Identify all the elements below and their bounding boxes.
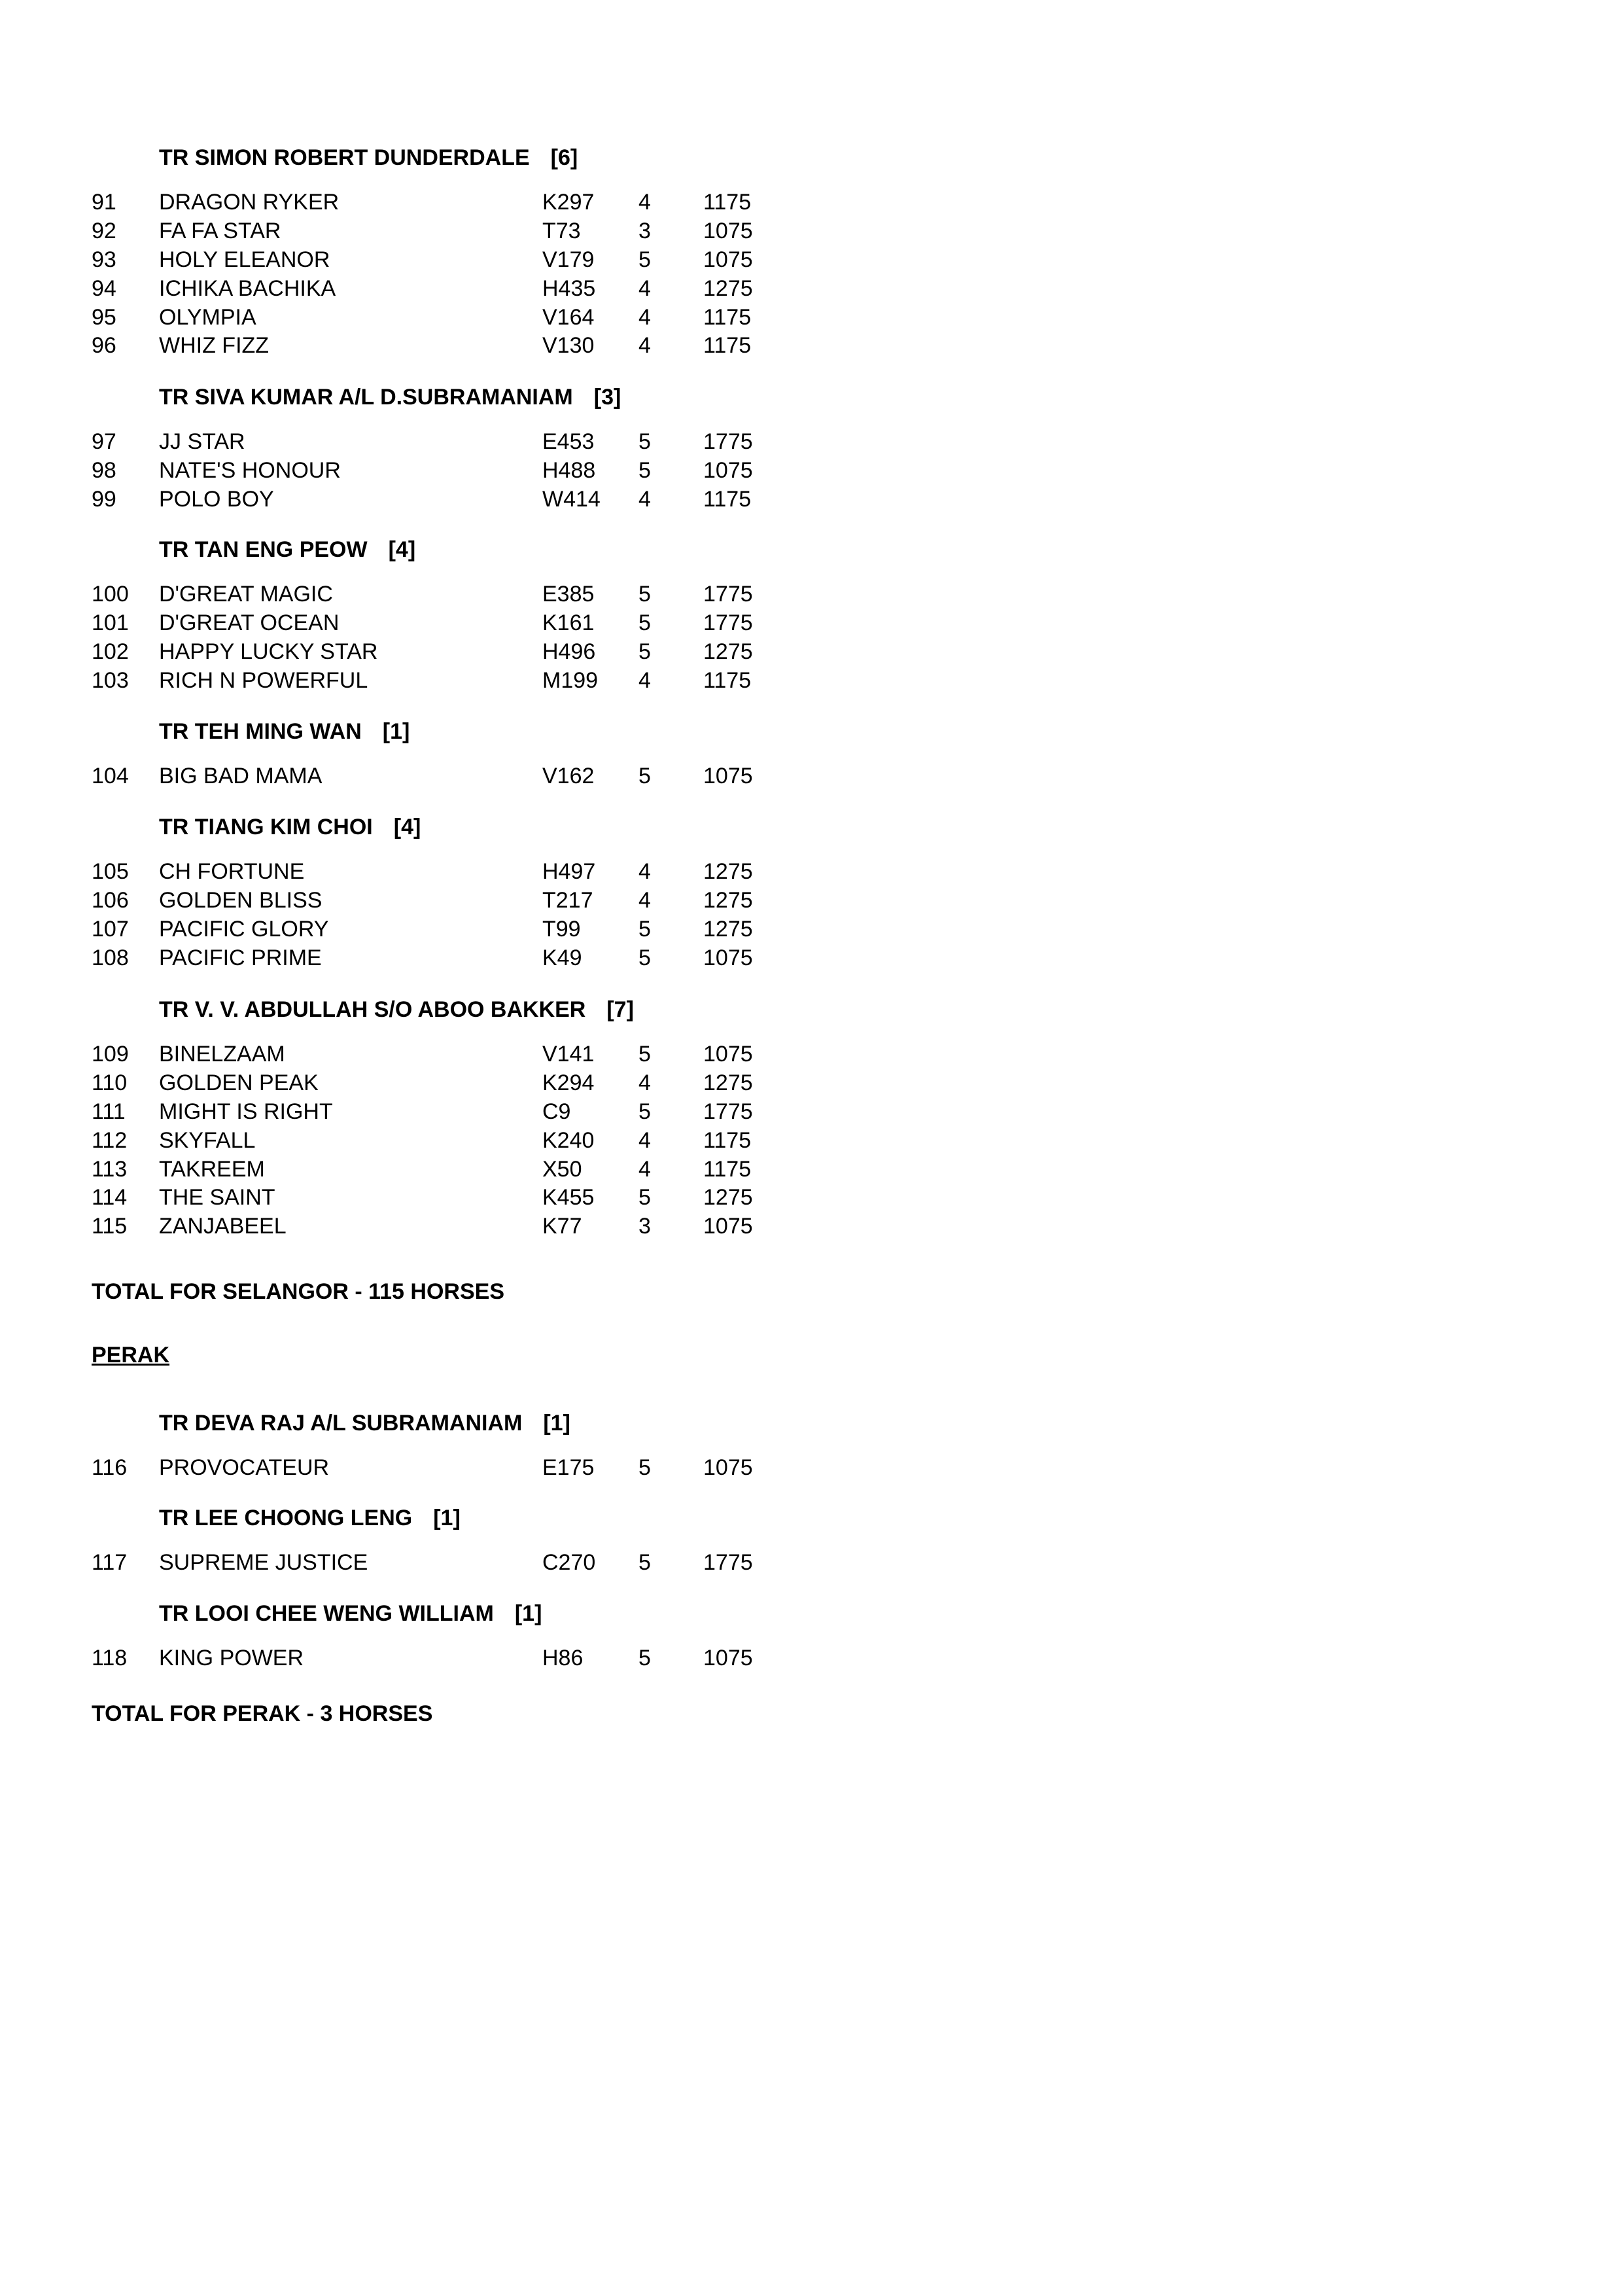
horse-code: W414 — [542, 486, 601, 512]
horse-code: E175 — [542, 1455, 595, 1480]
trainer-heading — [0, 1411, 916, 1439]
horse-list — [0, 1042, 916, 1243]
horse-number: 102 — [92, 639, 129, 664]
horse-list — [0, 764, 916, 792]
horse-code: H86 — [542, 1646, 584, 1670]
horse-number: 109 — [92, 1042, 129, 1067]
horse-count: [7] — [606, 997, 634, 1022]
horse-code: V164 — [542, 304, 595, 330]
horse-age: 4 — [638, 887, 651, 913]
horse-row — [0, 1185, 916, 1214]
horse-number: 111 — [92, 1099, 126, 1124]
horse-row — [0, 333, 916, 362]
horse-count: [4] — [388, 537, 416, 562]
horse-row — [0, 945, 916, 974]
trainer-group — [0, 1411, 916, 1484]
horse-name: DRAGON RYKER — [159, 190, 340, 215]
trainer-name: TR DEVA RAJ A/L SUBRAMANIAM — [159, 1411, 523, 1436]
horse-row — [0, 610, 916, 639]
horse-age: 5 — [638, 916, 651, 942]
horse-number: 101 — [92, 610, 129, 635]
horse-number: 98 — [92, 457, 116, 483]
horse-list — [0, 1550, 916, 1579]
horse-name: FA FA STAR — [159, 218, 281, 243]
trainer-group — [0, 385, 916, 516]
trainer-group — [0, 537, 916, 697]
horse-row — [0, 1099, 916, 1128]
horse-number: 103 — [92, 667, 129, 693]
horse-list — [0, 859, 916, 974]
horse-age: 4 — [638, 333, 651, 359]
horse-number: 94 — [92, 275, 116, 301]
horse-name: NATE'S HONOUR — [159, 457, 341, 483]
horse-code: H435 — [542, 275, 596, 301]
horse-list — [0, 429, 916, 516]
horse-rating: 1175 — [703, 190, 752, 215]
horse-row — [0, 458, 916, 487]
horse-rating: 1075 — [703, 945, 753, 970]
horse-name: HAPPY LUCKY STAR — [159, 639, 378, 664]
horse-row — [0, 888, 916, 917]
horse-number: 104 — [92, 764, 129, 788]
horse-row — [0, 668, 916, 697]
horse-number: 99 — [92, 486, 116, 512]
trainer-heading — [0, 145, 916, 174]
horse-number: 97 — [92, 429, 116, 454]
horse-code: C270 — [542, 1550, 596, 1575]
horse-age: 4 — [638, 667, 651, 693]
horse-code: K297 — [542, 190, 595, 215]
trainer-name: TR V. V. ABDULLAH S/O ABOO BAKKER — [159, 997, 586, 1022]
horse-name: POLO BOY — [159, 486, 274, 512]
trainer-heading — [0, 537, 916, 566]
horse-row — [0, 639, 916, 668]
horse-count: [1] — [543, 1411, 570, 1436]
trainer-group — [0, 815, 916, 974]
horse-row — [0, 190, 916, 219]
trainer-heading — [0, 1601, 916, 1630]
trainer-heading — [0, 997, 916, 1026]
horse-number: 115 — [92, 1214, 128, 1239]
horse-number: 105 — [92, 859, 129, 884]
horse-row — [0, 487, 916, 516]
trainer-name: TR TIANG KIM CHOI — [159, 815, 373, 839]
horse-code: K240 — [542, 1127, 595, 1153]
horse-name: GOLDEN PEAK — [159, 1070, 319, 1095]
horse-number: 100 — [92, 582, 129, 607]
horse-code: K294 — [542, 1070, 595, 1095]
total-selangor: TOTAL FOR SELANGOR - 115 HORSES — [92, 1279, 504, 1304]
horse-name: RICH N POWERFUL — [159, 667, 368, 693]
horse-rating: 1075 — [703, 764, 753, 788]
horse-name: CH FORTUNE — [159, 859, 305, 884]
horse-number: 118 — [92, 1646, 128, 1670]
horse-name: SKYFALL — [159, 1127, 256, 1153]
trainer-group — [0, 1601, 916, 1674]
trainer-name: TR TAN ENG PEOW — [159, 537, 368, 562]
horse-row — [0, 1042, 916, 1070]
horse-name: JJ STAR — [159, 429, 245, 454]
horse-code: E385 — [542, 582, 595, 607]
horse-number: 110 — [92, 1070, 128, 1095]
horse-row — [0, 859, 916, 888]
horse-number: 95 — [92, 304, 116, 330]
horse-number: 116 — [92, 1455, 128, 1480]
horse-rating: 1275 — [703, 916, 753, 942]
horse-row — [0, 305, 916, 334]
horse-age: 4 — [638, 190, 651, 215]
horse-name: SUPREME JUSTICE — [159, 1550, 368, 1575]
horse-age: 4 — [638, 859, 651, 884]
horse-rating: 1075 — [703, 218, 753, 243]
horse-name: PROVOCATEUR — [159, 1455, 330, 1480]
trainer-group — [0, 997, 916, 1243]
horse-name: THE SAINT — [159, 1185, 275, 1210]
horse-age: 5 — [638, 764, 651, 788]
horse-number: 114 — [92, 1185, 128, 1210]
horse-name: ZANJABEEL — [159, 1214, 287, 1239]
horse-age: 5 — [638, 247, 651, 272]
horse-age: 4 — [638, 304, 651, 330]
horse-count: [1] — [433, 1506, 461, 1530]
trainer-heading — [0, 385, 916, 414]
horse-rating: 1175 — [703, 304, 752, 330]
trainer-heading — [0, 719, 916, 748]
horse-code: T99 — [542, 916, 581, 942]
horse-name: D'GREAT OCEAN — [159, 610, 340, 635]
horse-rating: 1175 — [703, 333, 752, 359]
horse-age: 4 — [638, 1156, 651, 1182]
horse-row — [0, 1214, 916, 1243]
horse-name: PACIFIC PRIME — [159, 945, 322, 970]
horse-list — [0, 1646, 916, 1674]
horse-name: TAKREEM — [159, 1156, 265, 1182]
horse-code: X50 — [542, 1156, 582, 1182]
horse-name: MIGHT IS RIGHT — [159, 1099, 333, 1124]
horse-name: KING POWER — [159, 1646, 304, 1670]
horse-rating: 1275 — [703, 1185, 753, 1210]
horse-code: T73 — [542, 218, 581, 243]
horse-age: 5 — [638, 639, 651, 664]
horse-count: [1] — [382, 719, 410, 744]
horse-number: 106 — [92, 887, 129, 913]
horse-age: 4 — [638, 275, 651, 301]
horse-row — [0, 1646, 916, 1674]
horse-age: 3 — [638, 1214, 651, 1239]
horse-count: [3] — [593, 385, 621, 410]
horse-number: 113 — [92, 1156, 128, 1182]
horse-number: 108 — [92, 945, 129, 970]
horse-age: 5 — [638, 429, 651, 454]
horse-number: 96 — [92, 333, 116, 359]
horse-rating: 1075 — [703, 1214, 753, 1239]
horse-number: 117 — [92, 1550, 128, 1575]
horse-list — [0, 190, 916, 362]
horse-rating: 1775 — [703, 582, 753, 607]
horse-code: H488 — [542, 457, 596, 483]
horse-row — [0, 247, 916, 276]
horse-code: K49 — [542, 945, 582, 970]
trainer-name: TR TEH MING WAN — [159, 719, 362, 744]
horse-list — [0, 1455, 916, 1484]
horse-row — [0, 1550, 916, 1579]
horse-age: 5 — [638, 1550, 651, 1575]
horse-age: 5 — [638, 1646, 651, 1670]
horse-rating: 1275 — [703, 1070, 753, 1095]
horse-name: BIG BAD MAMA — [159, 764, 323, 788]
horse-row — [0, 276, 916, 305]
horse-rating: 1075 — [703, 247, 753, 272]
trainer-name: TR SIVA KUMAR A/L D.SUBRAMANIAM — [159, 385, 573, 410]
trainer-group — [0, 719, 916, 792]
horse-code: V179 — [542, 247, 595, 272]
horse-rating: 1275 — [703, 639, 753, 664]
horse-age: 4 — [638, 1127, 651, 1153]
horse-name: ICHIKA BACHIKA — [159, 275, 336, 301]
horse-row — [0, 1070, 916, 1099]
horse-code: V141 — [542, 1042, 595, 1067]
horse-rating: 1175 — [703, 1127, 752, 1153]
horse-number: 112 — [92, 1127, 128, 1153]
horse-code: H496 — [542, 639, 596, 664]
horse-rating: 1075 — [703, 457, 753, 483]
horse-rating: 1775 — [703, 429, 753, 454]
horse-code: K455 — [542, 1185, 595, 1210]
horse-rating: 1175 — [703, 486, 752, 512]
horse-age: 5 — [638, 1042, 651, 1067]
horse-code: K77 — [542, 1214, 582, 1239]
trainer-name: TR LEE CHOONG LENG — [159, 1506, 413, 1530]
horse-name: GOLDEN BLISS — [159, 887, 323, 913]
horse-age: 5 — [638, 582, 651, 607]
trainer-group — [0, 1506, 916, 1579]
horse-code: K161 — [542, 610, 595, 635]
horse-code: H497 — [542, 859, 596, 884]
horse-list — [0, 582, 916, 697]
horse-count: [1] — [514, 1601, 542, 1626]
horse-rating: 1075 — [703, 1042, 753, 1067]
horse-row — [0, 582, 916, 610]
horse-count: [6] — [550, 145, 578, 170]
horse-rating: 1775 — [703, 1550, 753, 1575]
horse-number: 107 — [92, 916, 129, 942]
trainer-name: TR LOOI CHEE WENG WILLIAM — [159, 1601, 494, 1626]
horse-row — [0, 917, 916, 945]
horse-rating: 1175 — [703, 1156, 752, 1182]
region-heading-perak: PERAK — [92, 1343, 170, 1368]
horse-row — [0, 429, 916, 458]
horse-age: 5 — [638, 945, 651, 970]
horse-rating: 1075 — [703, 1455, 753, 1480]
horse-rating: 1175 — [703, 667, 752, 693]
horse-code: V162 — [542, 764, 595, 788]
horse-code: E453 — [542, 429, 595, 454]
horse-row — [0, 1157, 916, 1186]
horse-age: 5 — [638, 1099, 651, 1124]
horse-age: 5 — [638, 610, 651, 635]
horse-name: HOLY ELEANOR — [159, 247, 330, 272]
horse-code: C9 — [542, 1099, 571, 1124]
horse-age: 4 — [638, 1070, 651, 1095]
horse-rating: 1775 — [703, 610, 753, 635]
horse-code: M199 — [542, 667, 599, 693]
horse-name: PACIFIC GLORY — [159, 916, 329, 942]
horse-number: 93 — [92, 247, 116, 272]
trainer-group — [0, 145, 916, 362]
horse-rating: 1275 — [703, 859, 753, 884]
horse-rating: 1075 — [703, 1646, 753, 1670]
horse-number: 92 — [92, 218, 116, 243]
trainer-heading — [0, 1506, 916, 1534]
horse-age: 4 — [638, 486, 651, 512]
horse-number: 91 — [92, 190, 116, 215]
horse-row — [0, 764, 916, 792]
horse-code: V130 — [542, 333, 595, 359]
horse-row — [0, 1455, 916, 1484]
horse-name: OLYMPIA — [159, 304, 256, 330]
horse-row — [0, 1128, 916, 1157]
horse-name: WHIZ FIZZ — [159, 333, 270, 359]
horse-name: D'GREAT MAGIC — [159, 582, 333, 607]
horse-age: 5 — [638, 1185, 651, 1210]
horse-age: 3 — [638, 218, 651, 243]
horse-rating: 1275 — [703, 887, 753, 913]
trainer-heading — [0, 815, 916, 843]
horse-rating: 1775 — [703, 1099, 753, 1124]
horse-age: 5 — [638, 1455, 651, 1480]
total-perak: TOTAL FOR PERAK - 3 HORSES — [92, 1701, 433, 1726]
horse-code: T217 — [542, 887, 593, 913]
horse-age: 5 — [638, 457, 651, 483]
horse-rating: 1275 — [703, 275, 753, 301]
horse-count: [4] — [393, 815, 421, 839]
trainer-name: TR SIMON ROBERT DUNDERDALE — [159, 145, 530, 170]
horse-name: BINELZAAM — [159, 1042, 285, 1067]
horse-row — [0, 219, 916, 247]
